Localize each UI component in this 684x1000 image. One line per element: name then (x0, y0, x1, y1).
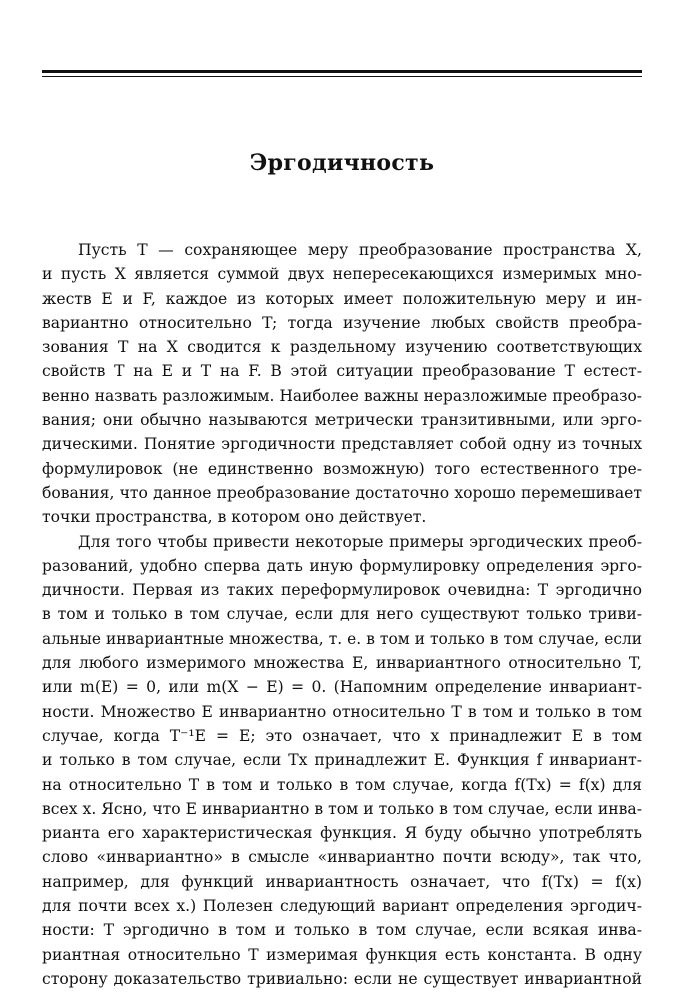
text-line: или m(E) = 0, или m(X − E) = 0. (Напомним определение инвариант- (42, 678, 642, 697)
text-line: и только в том случае, если Tx принадлежит E. Функция f инвариант- (42, 751, 642, 770)
text-line: случае, когда T⁻¹E = E; это означает, что x принадлежит E в том (42, 726, 642, 745)
text-line: Для того чтобы привести некоторые примеры эргодических преоб- (78, 532, 642, 551)
text-line: например, для функций инвариантность означает, что f(Tx) = f(x) (42, 872, 642, 891)
text-line: всех x. Ясно, что E инвариантно в том и только в том случае, если инва- (42, 799, 642, 818)
text-line: Пусть T — сохраняющее меру преобразование пространства X, (78, 241, 642, 259)
text-line: разований, удобно сперва дать иную формулировку определения эрго- (42, 556, 642, 575)
text-line: на относительно T в том и только в том случае, когда f(Tx) = f(x) для (42, 775, 642, 794)
text-line: вания; они обычно называются метрически транзитивными, или эрго- (42, 411, 642, 430)
text-line: слово «инвариантно» в смысле «инвариантно почти всюду», так что, (42, 848, 642, 867)
text-line: и пусть X является суммой двух непересекающихся измеримых мно- (42, 265, 642, 284)
header-rule-thick (42, 70, 642, 73)
paragraph-2 (42, 530, 642, 992)
text-line: для любого измеримого множества E, инвариантного относительно T, (42, 654, 642, 673)
text-line: точки пространства, в котором оно действует. (42, 508, 427, 527)
chapter-title: Эргодичность (249, 150, 435, 176)
text-line: дичности. Первая из таких переформулировок очевидна: T эргодично (42, 581, 642, 600)
body-text (42, 238, 642, 991)
text-line: дическими. Понятие эргодичности представляет собой одну из точных (42, 435, 642, 454)
text-line: венно назвать разложимым. Наиболее важны неразложимые преобразо- (42, 386, 642, 405)
text-line: бования, что данное преобразование достаточно хорошо перемешивает (42, 483, 642, 502)
text-line: альные инвариантные множества, т. е. в том и только в том случае, если (42, 629, 642, 648)
text-line: сторону доказательство тривиально: если не существует инвариантной (42, 969, 642, 988)
text-line: ности. Множество E инвариантно относительно T в том и только в том (42, 702, 642, 721)
text-line: ности: T эргодично в том и только в том случае, если всякая инва- (42, 921, 642, 940)
text-line: зования T на X сводится к раздельному изучению соответствующих (42, 338, 642, 357)
text-line: формулировок (не единственно возможную) того естественного тре- (42, 459, 642, 478)
text-line: жеств E и F, каждое из которых имеет положительную меру и ин- (42, 289, 642, 308)
text-line: для почти всех x.) Полезен следующий вариант определения эргодич- (42, 897, 642, 916)
text-line: риантная относительно T измеримая функция есть константа. В одну (42, 945, 642, 964)
text-line: рианта его характеристическая функция. Я буду обычно употреблять (42, 824, 642, 843)
text-line: свойств T на E и T на F. В этой ситуации преобразование T естест- (42, 362, 642, 381)
text-line: вариантно относительно T; тогда изучение любых свойств преобра- (42, 313, 642, 332)
header-rule-thin (42, 76, 642, 77)
text-line: в том и только в том случае, если для него существуют только триви- (42, 605, 642, 624)
paragraph-1 (42, 238, 642, 530)
